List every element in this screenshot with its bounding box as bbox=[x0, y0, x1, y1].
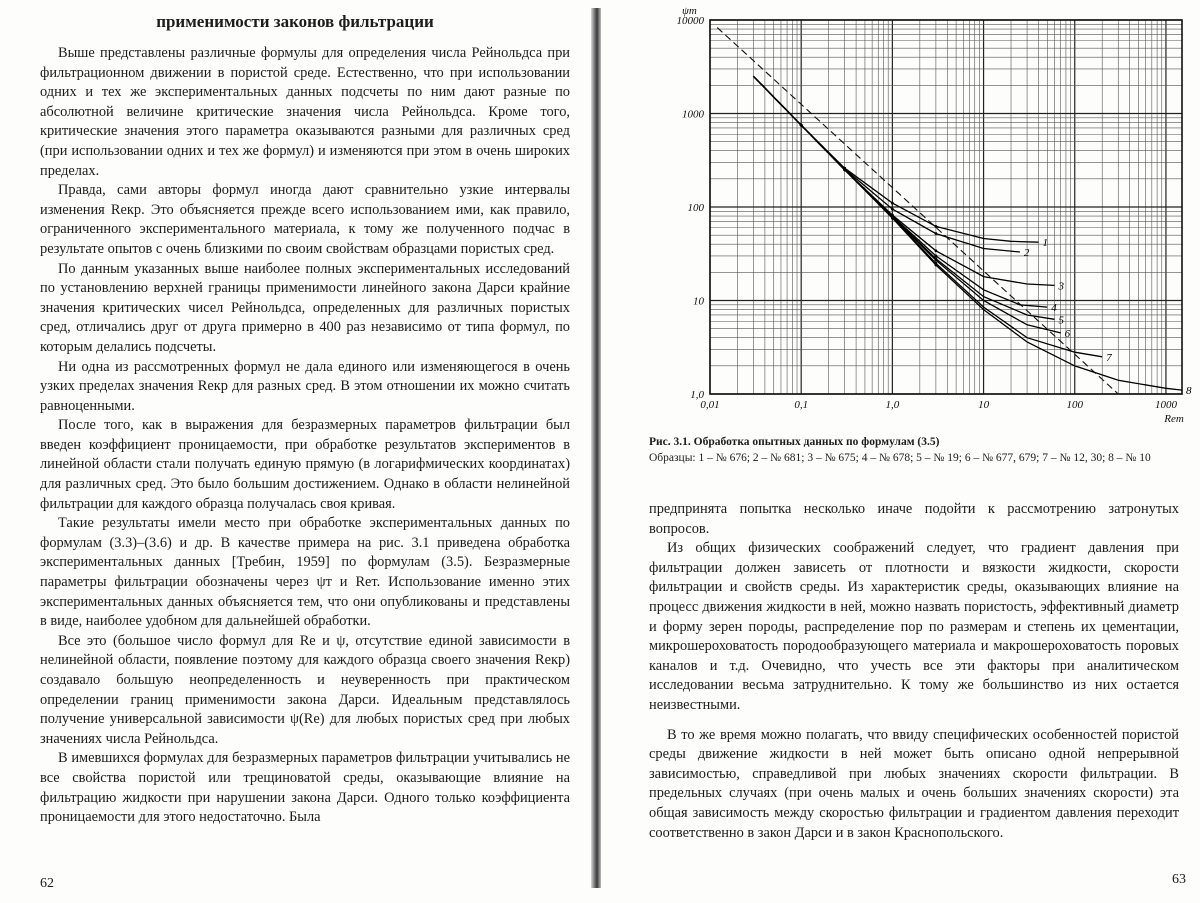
series-label: 5 bbox=[1058, 314, 1065, 327]
x-tick-label: 0,01 bbox=[700, 399, 720, 411]
paragraph: В то же время можно полагать, что ввиду специфических особенностей пористой среды движение жидкости в ней может быть описано одной непрерывной зависимостью, справедливой при любых значениях скорости фильтрации. В предельных случаях (при очень малых и очень больших значениях скорости) эта общая зависимость между скоростью фильтрации и градиентом давления переходит соответственно в закон Дарси и в закон Краснопольского. bbox=[649, 726, 1179, 841]
page-number: 62 bbox=[40, 876, 54, 891]
data-point bbox=[934, 264, 937, 267]
series-curve-6 bbox=[754, 76, 1061, 333]
figure-caption bbox=[649, 434, 1179, 466]
paragraph: предпринята попытка несколько иначе подойти к рассмотрению затронутых вопросов. bbox=[649, 501, 1179, 537]
log-log-chart bbox=[662, 2, 1192, 426]
right-page bbox=[604, 0, 1200, 903]
right-body-text bbox=[649, 500, 1179, 843]
series-label: 7 bbox=[1106, 351, 1112, 364]
data-point bbox=[934, 259, 937, 262]
paragraph: По данным указанных выше наиболее полных экспериментальных исследований по установлению верхней границы применимости линейного закона Дарси крайние значения критических чисел Рейнольдса, определенных для различных пористых сред, отличались друг от друга примерно в 400 раз независимо от типа формул, по которым делались подсчеты. bbox=[40, 260, 570, 355]
page-number: 63 bbox=[1172, 872, 1186, 887]
y-axis-label: ψт bbox=[682, 5, 697, 17]
series-label: 2 bbox=[1023, 247, 1030, 260]
x-tick-label: 10 bbox=[978, 399, 990, 411]
series-label: 8 bbox=[1186, 385, 1192, 398]
section-heading: применимости законов фильтрации bbox=[156, 12, 434, 31]
x-tick-label: 0,1 bbox=[794, 399, 809, 411]
data-point bbox=[934, 249, 937, 252]
data-point bbox=[934, 232, 937, 235]
caption-title: Рис. 3.1. Обработка опытных данных по формулам (3.5) bbox=[649, 436, 940, 448]
darcy-reference-line bbox=[717, 28, 1118, 394]
x-tick-label: 1,0 bbox=[885, 399, 900, 411]
paragraph: Ни одна из рассмотренных формул не дала единого или изменяющегося в очень узких пределах значения Reкр для разных сред. В этом отношении их можно считать равноценными. bbox=[40, 358, 570, 414]
book-spine bbox=[591, 8, 601, 888]
data-point bbox=[800, 124, 803, 127]
data-point bbox=[891, 208, 894, 211]
y-tick-label: 1000 bbox=[682, 108, 704, 121]
x-tick-label: 100 bbox=[1066, 399, 1084, 411]
series-curve-2 bbox=[754, 76, 1020, 252]
x-axis-label: Reт bbox=[1164, 413, 1184, 425]
series-label: 3 bbox=[1058, 280, 1065, 293]
paragraph: Выше представлены различные формулы для определения числа Рейнольдса при фильтрационном движении в пористой среде. Естественно, что при использовании одних и тех же экспериментальных данных подсчеты по ним дают разные по абсолютной величине критические значения числа Рейнольдса. Кроме того, критические значения этого параметра оказываются разными для различных сред (при использовании одних и тех же формул) и изменяются при этом в очень широких пределах. bbox=[40, 45, 570, 179]
series-label: 1 bbox=[1042, 237, 1048, 250]
paragraph: Из общих физических соображений следует, что градиент давления при фильтрации должен зависеть от плотности и вязкости жидкости, скорости фильтрации и свойств среды. Из характеристик среды, оказывающих влияние на процесс движения жидкости в ней, можно назвать пористость, эффективный диаметр и форму зерен породы, распределение пор по размерам и степень их цементации, микрошероховатость породообразующего материала и макрошероховатость поровых каналов и т.д. Очевидно, что учесть все эти факторы при аналитическом исследовании весьма затруднительно. К тому же большинство из них остается неизвестными. bbox=[649, 540, 1179, 713]
left-body-text bbox=[40, 44, 570, 828]
x-tick-label: 1000 bbox=[1154, 399, 1177, 411]
series-label: 4 bbox=[1051, 302, 1057, 315]
paragraph: В имевшихся формулах для безразмерных параметров фильтрации учитывались не все свойства пористой или трещиноватой среды, оказывающие влияние на фильтрацию жидкости при нарушении закона Дарси. Одного только коэффициента проницаемости для этого недостаточно. Была bbox=[40, 750, 570, 826]
data-point bbox=[891, 202, 894, 205]
paragraph: После того, как в выражения для безразмерных параметров фильтрации был введен коэффициент проницаемости, при обработке результатов экспериментов в линейной области стали получать единую прямую (в логарифмических координатах) для различных сред. Это было большим достижением. Однако в области нелинейной фильтрации для каждого образца получалась своя кривая. bbox=[40, 417, 570, 512]
series-label: 6 bbox=[1064, 327, 1071, 340]
y-tick-label: 100 bbox=[687, 202, 704, 214]
data-point bbox=[843, 168, 846, 171]
left-page bbox=[0, 0, 590, 903]
paragraph: Правда, сами авторы формул иногда дают сравнительно узкие интервалы изменения Reкр. Это объясняется прежде всего использованием ими, как правило, ограниченного экспериментального материала, к тому же полученного подчас в результате опытов с очень близкими по своим свойствам образцами пористых сред. bbox=[40, 182, 570, 257]
series-curve-5 bbox=[754, 76, 1055, 319]
data-point bbox=[891, 217, 894, 220]
series-curve-8 bbox=[754, 76, 1183, 390]
paragraph: Все это (большое число формул для Re и ψ, отсутствие единой зависимости в нелинейной области, появление поэтому для каждого образца своего значения Reкр) создавало большую неопределенность и неуверенность при практическом определении границ применимости закона Дарси. Идеальным представлялось получение универсальной зависимости ψ(Re) для любых пористых сред при любых значениях числа Рейнольдса. bbox=[40, 632, 570, 747]
caption-samples: Образцы: 1 – № 676; 2 – № 681; 3 – № 675; 4 – № 678; 5 – № 19; 6 – № 677, 679; 7 – № 12, 30; 8 – № 10 bbox=[649, 452, 1151, 464]
y-tick-label: 1,0 bbox=[690, 389, 704, 401]
figure-3-1 bbox=[662, 2, 1192, 426]
y-tick-label: 10 bbox=[693, 295, 704, 308]
y-tick-label: 10000 bbox=[676, 15, 704, 27]
series-curve-3 bbox=[754, 76, 1055, 285]
paragraph: Такие результаты имели место при обработке экспериментальных данных по формулам (3.3)–(3.6) и др. В качестве примера на рис. 3.1 приведена обработка экспериментальных данных [Требин, 1959] по формулам (3.5). Безразмерные параметры фильтрации обозначены через ψт и Reт. Использование именно этих экспериментальных данных объясняется тем, что они опубликованы и представлены в виде, наиболее удобном для дальнейшей обработки. bbox=[40, 515, 570, 630]
data-point bbox=[934, 225, 937, 228]
